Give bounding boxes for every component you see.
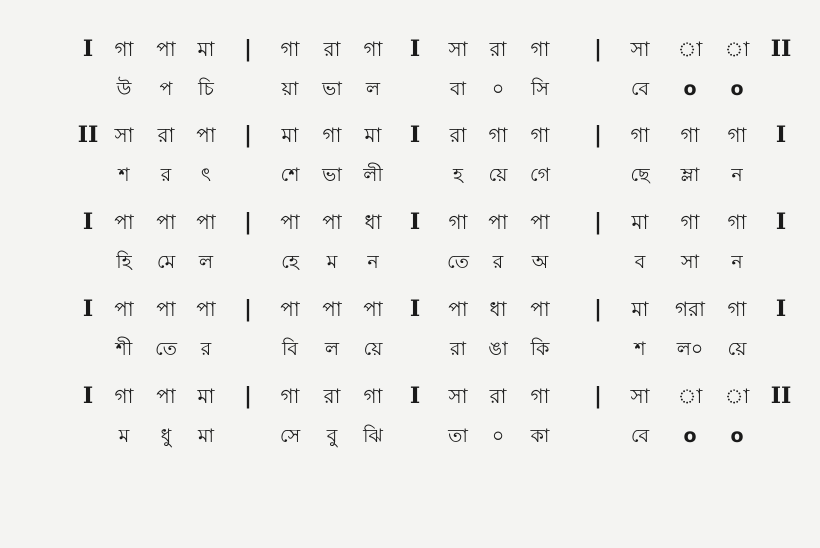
lyric-syllable: সে: [279, 425, 301, 447]
lyric-syllable: হ: [453, 164, 463, 186]
lyric-syllable: শ: [118, 164, 130, 186]
note-syllable: পা: [156, 384, 176, 408]
note-syllable: সা: [114, 123, 134, 147]
note-syllable: রা: [449, 123, 467, 147]
note-syllable: গা: [530, 384, 550, 408]
notation-line: [0, 120, 820, 150]
sustain-mark: o: [683, 78, 697, 100]
lyric-syllable: কি: [530, 338, 550, 360]
lyric-syllable: হি: [116, 251, 132, 273]
lyric-syllable: হে: [281, 251, 299, 273]
note-syllable: গা: [630, 123, 650, 147]
lyric-syllable: ল০: [676, 338, 704, 360]
note-syllable: গা: [363, 37, 383, 61]
lyric-syllable: গে: [529, 164, 551, 186]
sustain-mark: o: [683, 425, 697, 447]
lyric-syllable: শে: [280, 164, 300, 186]
bar-line: |: [593, 383, 603, 409]
lyric-syllable: ন: [367, 251, 379, 273]
bar-line: |: [243, 383, 253, 409]
note-syllable: গা: [727, 297, 747, 321]
lyric-line: [0, 421, 820, 451]
bar-line: I: [82, 383, 94, 409]
lyric-syllable: শ: [634, 338, 646, 360]
lyric-syllable: ৎ: [200, 164, 212, 186]
lyric-syllable: বি: [281, 338, 299, 360]
lyric-syllable: চি: [198, 78, 214, 100]
lyric-syllable: ন: [731, 164, 743, 186]
lyric-syllable: রা: [450, 338, 466, 360]
note-syllable: গা: [530, 37, 550, 61]
bar-line: |: [593, 209, 603, 235]
lyric-line: [0, 334, 820, 364]
lyric-syllable: ধু: [160, 425, 172, 447]
bar-line: I: [82, 296, 94, 322]
note-syllable: গা: [322, 123, 342, 147]
lyric-syllable: য়া: [281, 78, 299, 100]
note-syllable: গা: [680, 210, 700, 234]
note-syllable: গা: [363, 384, 383, 408]
note-syllable: া: [724, 37, 750, 61]
note-syllable: রা: [489, 384, 507, 408]
note-syllable: পা: [196, 123, 216, 147]
lyric-syllable: ০: [491, 78, 505, 100]
bar-line: I: [82, 36, 94, 62]
lyric-syllable: কা: [530, 425, 550, 447]
note-syllable: ধা: [364, 210, 382, 234]
bar-line: I: [775, 122, 787, 148]
lyric-syllable: ল: [365, 78, 381, 100]
sustain-mark: o: [730, 425, 744, 447]
lyric-syllable: মা: [197, 425, 215, 447]
note-syllable: মা: [281, 123, 299, 147]
lyric-line: [0, 247, 820, 277]
lyric-syllable: য়ে: [488, 164, 508, 186]
note-syllable: পা: [322, 297, 342, 321]
bar-line: |: [593, 122, 603, 148]
note-syllable: ধা: [489, 297, 507, 321]
lyric-syllable: প: [159, 78, 173, 100]
note-syllable: া: [677, 384, 703, 408]
lyric-syllable: বে: [630, 425, 650, 447]
note-syllable: া: [677, 37, 703, 61]
lyric-syllable: অ: [531, 251, 549, 273]
lyric-syllable: মে: [156, 251, 176, 273]
lyric-syllable: র: [492, 251, 504, 273]
note-syllable: গা: [680, 123, 700, 147]
bar-line: I: [409, 209, 421, 235]
lyric-syllable: ০: [491, 425, 505, 447]
lyric-syllable: তা: [448, 425, 468, 447]
note-syllable: পা: [196, 297, 216, 321]
bar-line: I: [409, 296, 421, 322]
note-syllable: গা: [280, 384, 300, 408]
lyric-syllable: ম্লা: [680, 164, 700, 186]
bar-line: I: [82, 209, 94, 235]
lyric-syllable: শী: [115, 338, 133, 360]
bar-line: I: [775, 209, 787, 235]
note-syllable: সা: [448, 384, 468, 408]
lyric-syllable: ভা: [322, 78, 342, 100]
bar-line: II: [770, 383, 792, 409]
note-syllable: পা: [196, 210, 216, 234]
lyric-line: [0, 74, 820, 104]
note-syllable: মা: [197, 37, 215, 61]
lyric-syllable: ল: [198, 251, 214, 273]
note-syllable: গা: [727, 210, 747, 234]
note-syllable: গা: [114, 384, 134, 408]
note-syllable: সা: [630, 384, 650, 408]
lyric-syllable: র: [200, 338, 212, 360]
lyric-syllable: র: [160, 164, 172, 186]
note-syllable: পা: [488, 210, 508, 234]
note-syllable: পা: [114, 297, 134, 321]
notation-line: [0, 381, 820, 411]
bar-line: I: [409, 122, 421, 148]
bar-line: II: [77, 122, 99, 148]
bar-line: |: [243, 36, 253, 62]
lyric-syllable: য়ে: [727, 338, 747, 360]
note-syllable: মা: [364, 123, 382, 147]
note-syllable: গা: [114, 37, 134, 61]
note-syllable: রা: [157, 123, 175, 147]
note-syllable: রা: [323, 384, 341, 408]
note-syllable: মা: [197, 384, 215, 408]
bar-line: |: [243, 296, 253, 322]
lyric-syllable: লী: [363, 164, 383, 186]
note-syllable: পা: [156, 210, 176, 234]
bar-line: I: [775, 296, 787, 322]
bar-line: |: [243, 122, 253, 148]
note-syllable: রা: [323, 37, 341, 61]
note-syllable: গা: [530, 123, 550, 147]
note-syllable: গা: [280, 37, 300, 61]
note-syllable: পা: [114, 210, 134, 234]
note-syllable: গা: [448, 210, 468, 234]
lyric-syllable: উ: [116, 78, 132, 100]
notation-line: [0, 294, 820, 324]
lyric-syllable: সি: [531, 78, 549, 100]
note-syllable: পা: [530, 210, 550, 234]
note-syllable: া: [724, 384, 750, 408]
lyric-syllable: ভা: [322, 164, 342, 186]
lyric-syllable: ম: [326, 251, 338, 273]
lyric-syllable: ঝি: [363, 425, 383, 447]
lyric-syllable: তে: [155, 338, 177, 360]
bar-line: I: [409, 36, 421, 62]
note-syllable: পা: [322, 210, 342, 234]
note-syllable: পা: [280, 297, 300, 321]
note-syllable: সা: [630, 37, 650, 61]
note-syllable: গরা: [675, 297, 705, 321]
notation-line: [0, 34, 820, 64]
bar-line: |: [593, 36, 603, 62]
bar-line: |: [593, 296, 603, 322]
note-syllable: গা: [727, 123, 747, 147]
note-syllable: পা: [280, 210, 300, 234]
note-syllable: গা: [488, 123, 508, 147]
notation-line: [0, 207, 820, 237]
lyric-syllable: ব: [634, 251, 646, 273]
lyric-syllable: ন: [731, 251, 743, 273]
lyric-syllable: বা: [449, 78, 467, 100]
note-syllable: পা: [448, 297, 468, 321]
note-syllable: মা: [631, 210, 649, 234]
note-syllable: পা: [156, 297, 176, 321]
lyric-syllable: ছে: [630, 164, 650, 186]
note-syllable: পা: [530, 297, 550, 321]
bar-line: |: [243, 209, 253, 235]
sustain-mark: o: [730, 78, 744, 100]
lyric-syllable: ল: [324, 338, 340, 360]
note-syllable: রা: [489, 37, 507, 61]
bar-line: I: [409, 383, 421, 409]
lyric-syllable: য়ে: [363, 338, 383, 360]
note-syllable: মা: [631, 297, 649, 321]
lyric-syllable: সা: [680, 251, 700, 273]
lyric-syllable: ঙা: [488, 338, 508, 360]
lyric-syllable: ম: [118, 425, 130, 447]
note-syllable: পা: [156, 37, 176, 61]
note-syllable: সা: [448, 37, 468, 61]
lyric-line: [0, 160, 820, 190]
lyric-syllable: বু: [326, 425, 338, 447]
note-syllable: পা: [363, 297, 383, 321]
bar-line: II: [770, 36, 792, 62]
lyric-syllable: তে: [447, 251, 469, 273]
lyric-syllable: বে: [630, 78, 650, 100]
